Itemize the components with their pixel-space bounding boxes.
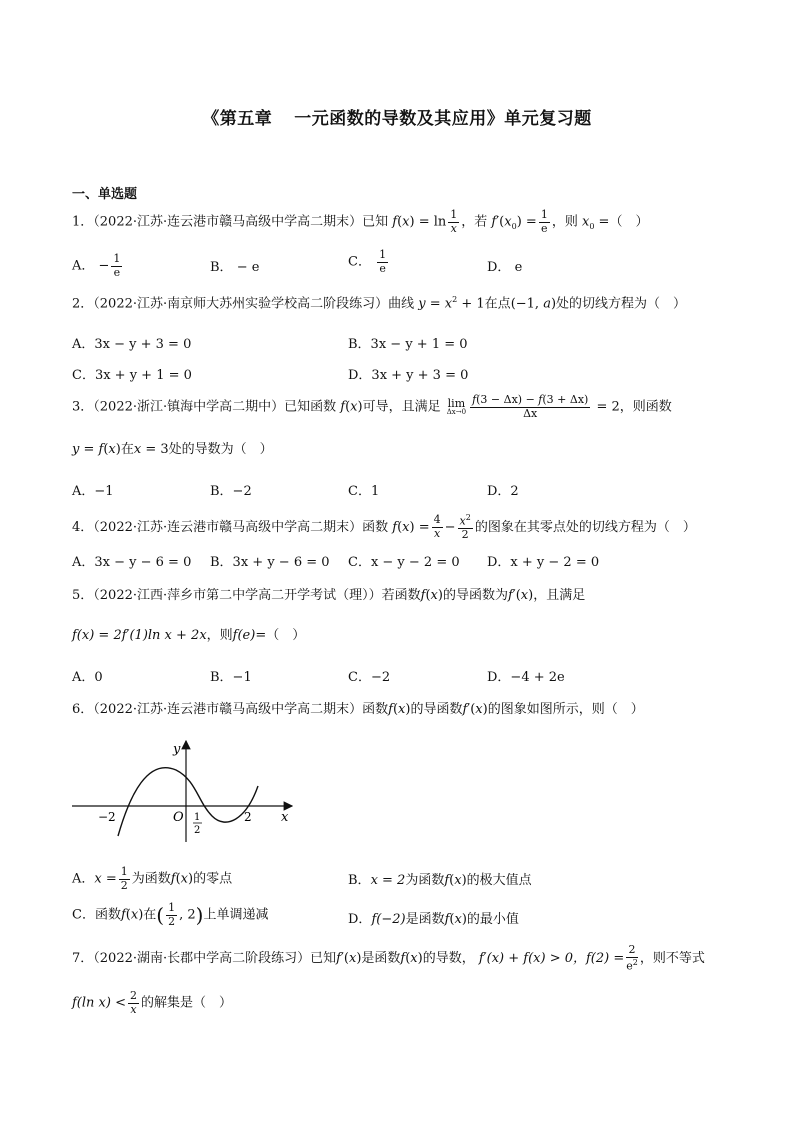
question-7-stem: 7．（2022·湖南·长郡中学高二阶段练习）已知f′(x)是函数f(x)的导数， f′(x) + f(x) > 0，f(2) = $\frac{2}{e^2}$ ，则不等式 — [72, 943, 705, 973]
tick-label-half-num: 1 — [194, 812, 201, 823]
q2-option-d[interactable]: D．3x + y + 3 = 0 — [348, 368, 469, 383]
q4-option-a[interactable]: A．3x − y − 6 = 0 — [72, 555, 192, 570]
tick-label-2: 2 — [244, 810, 252, 824]
x-axis-label: x — [281, 810, 289, 825]
q6-option-b[interactable]: B．x = 2为函数f(x)的极大值点 — [348, 873, 532, 888]
tick-label-half-den: 2 — [194, 825, 201, 836]
question-3-stem: 3．（2022·浙江·镇海中学高二期中）已知函数 f(x)可导，且满足 lim Δx→0 $\frac{f(3 - \Delta x) - f(3 + \Delta x)}{\Delta x}$ = 2，则函数 — [72, 393, 672, 420]
question-2-stem: 2．（2022·江苏·南京师大苏州实验学校高二阶段练习）曲线 $y = x^2 + 1$在点(−1, a)处的切线方程为（ ） — [72, 295, 687, 312]
q6-option-d[interactable]: D．f(−2)是函数f(x)的最小值 — [348, 912, 519, 927]
y-axis-label: y — [173, 742, 181, 757]
tick-label-neg2: −2 — [98, 810, 116, 824]
q2-option-c[interactable]: C．3x + y + 1 = 0 — [72, 368, 192, 383]
q1-option-b[interactable]: B． − e — [210, 260, 260, 275]
question-5-stem-line2: f(x) = 2f′(1)ln x + 2x，则f(e)=（ ） — [72, 628, 306, 643]
q6-option-a[interactable]: A．x = $\frac{1}{2}$ 为函数f(x)的零点 — [72, 865, 233, 892]
title-chapter: 《第五章 — [202, 109, 273, 129]
derivative-graph — [68, 736, 300, 848]
q5-option-d[interactable]: D．−4 + 2e — [487, 670, 565, 685]
q3-option-a[interactable]: A．−1 — [72, 484, 114, 499]
q5-option-b[interactable]: B．−1 — [210, 670, 252, 685]
question-5-stem: 5．（2022·江西·萍乡市第二中学高二开学考试（理））若函数f(x)的导函数为f′(x)，且满足 — [72, 588, 586, 603]
question-1-stem: 1．（2022·江苏·连云港市赣马高级中学高二期末）已知 f(x) = ln $\frac{1}{x}$ ，若 $f'(x_0)$ = $\frac{1}{e}$ ，则 $x_0$ =（ ） — [72, 208, 649, 235]
page-title — [0, 104, 794, 129]
q3-option-d[interactable]: D．2 — [487, 484, 519, 499]
q4-option-b[interactable]: B．3x + y − 6 = 0 — [210, 555, 330, 570]
derivative-curve — [118, 768, 258, 836]
q5-option-a[interactable]: A．0 — [72, 670, 103, 685]
question-4-stem: 4．（2022·江苏·连云港市赣马高级中学高二期末）函数 f(x) = $\frac{4}{x}$ − $\frac{x^2}{2}$ 的图象在其零点处的切线方程为（ ） — [72, 513, 696, 542]
title-topic: 一元函数的导数及其应用》单元复习题 — [294, 109, 592, 129]
q5-option-c[interactable]: C．−2 — [348, 670, 391, 685]
q4-option-c[interactable]: C．x − y − 2 = 0 — [348, 555, 460, 570]
section-heading: 一、单选题 — [72, 187, 138, 202]
question-7-stem-line2: f(ln x) < $\frac{2}{x}$ 的解集是（ ） — [72, 989, 232, 1016]
origin-label: O — [173, 810, 184, 825]
q2-option-a[interactable]: A．3x − y + 3 = 0 — [72, 337, 192, 352]
q6-option-c[interactable]: C．函数f(x)在( $\frac{1}{2}$ , 2)上单调递减 — [72, 901, 269, 928]
q1-option-a[interactable]: A． − $\frac{1}{e}$ — [72, 252, 121, 279]
q4-option-d[interactable]: D．x + y − 2 = 0 — [487, 555, 600, 570]
q1-option-c[interactable]: C． $\frac{1}{e}$ — [348, 248, 387, 275]
question-6-stem: 6．（2022·江苏·连云港市赣马高级中学高二期末）函数f(x)的导函数f′(x)的图象如图所示，则（ ） — [72, 702, 644, 717]
q3-option-c[interactable]: C．1 — [348, 484, 380, 499]
q1-option-d[interactable]: D． e — [487, 260, 523, 275]
question-3-stem-line2: y = f(x)在x = 3处的导数为（ ） — [72, 442, 273, 457]
q2-option-b[interactable]: B．3x − y + 1 = 0 — [348, 337, 468, 352]
q3-option-b[interactable]: B．−2 — [210, 484, 252, 499]
